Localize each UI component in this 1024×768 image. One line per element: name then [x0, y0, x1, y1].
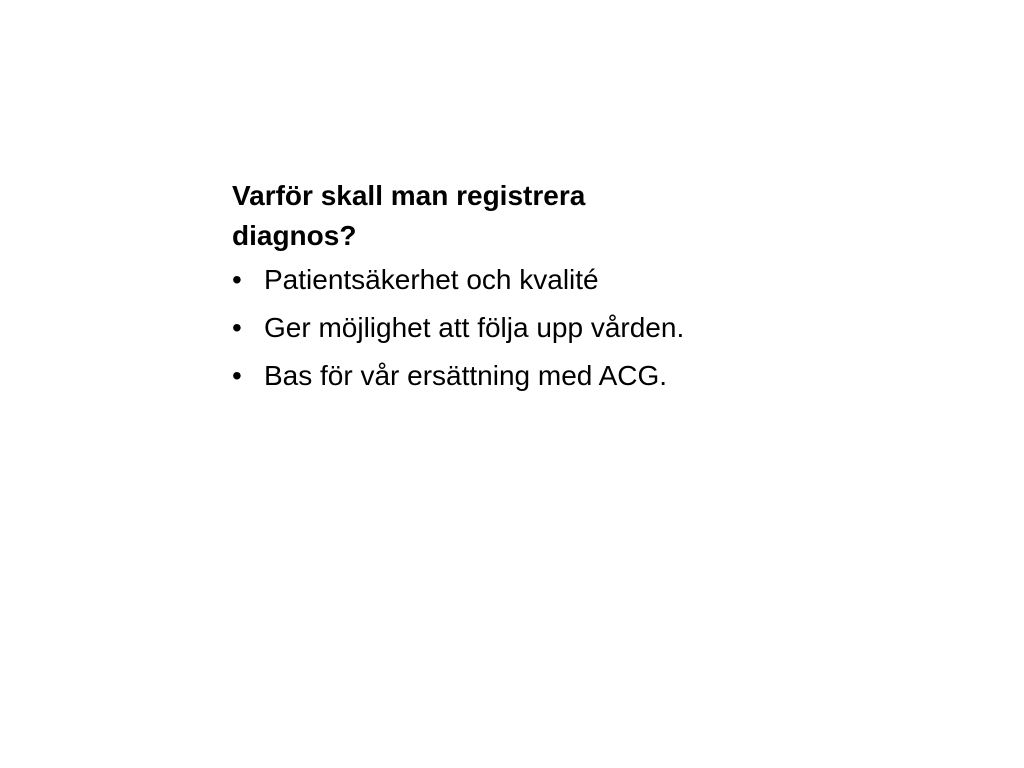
bullet-text: Bas för vår ersättning med ACG.	[264, 360, 668, 391]
bullet-list	[232, 256, 872, 400]
bullet-item	[232, 352, 872, 400]
slide-content	[232, 176, 872, 400]
bullet-icon: •	[232, 264, 242, 295]
bullet-icon: •	[232, 312, 242, 343]
bullet-text: Ger möjlighet att följa upp vården.	[264, 312, 685, 343]
bullet-item	[232, 304, 872, 352]
slide-heading: Varför skall man registrera diagnos?	[232, 180, 586, 251]
bullet-icon: •	[232, 360, 242, 391]
bullet-item	[232, 256, 872, 304]
bullet-text: Patientsäkerhet och kvalité	[264, 264, 599, 295]
